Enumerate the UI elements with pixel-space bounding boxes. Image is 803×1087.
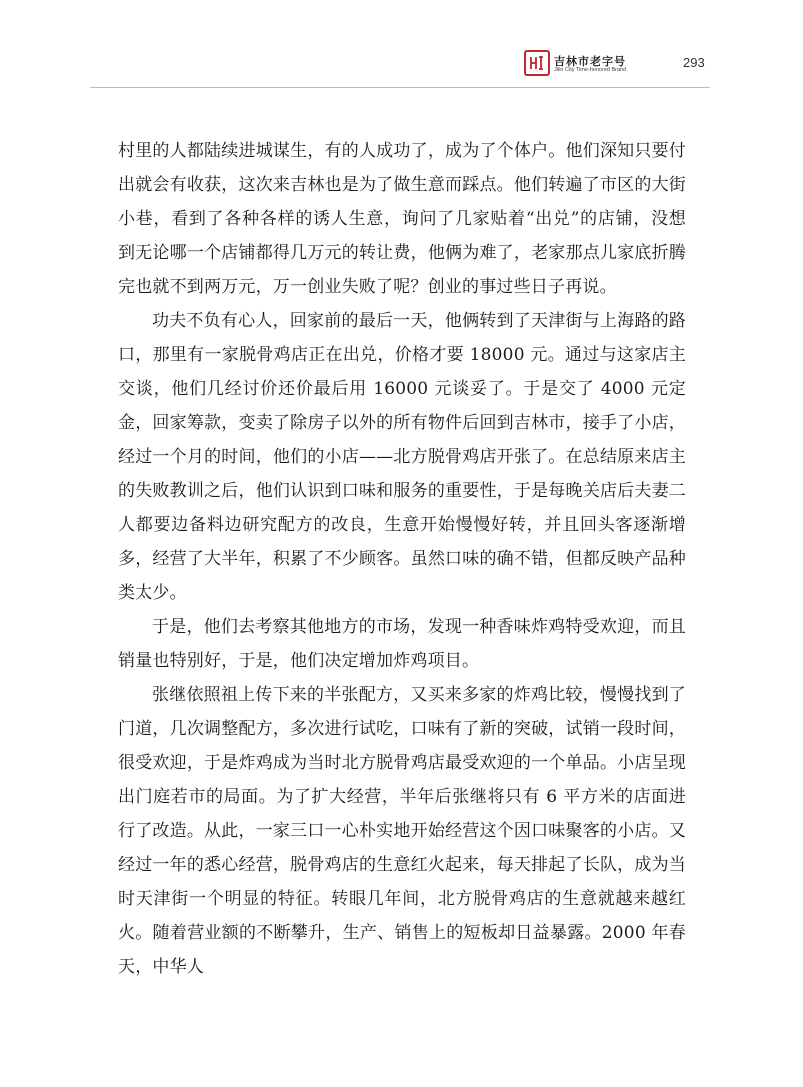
- paragraph: 于是，他们去考察其他地方的市场，发现一种香味炸鸡特受欢迎，而且销量也特别好，于是，他们决定增加炸鸡项目。: [118, 617, 686, 671]
- body-text: [118, 134, 686, 984]
- paragraph: 张继依照祖上传下来的半张配方，又买来多家的炸鸡比较，慢慢找到了门道，几次调整配方，多次进行试吃，口味有了新的突破，试销一段时间，很受欢迎，于是炸鸡成为当时北方脱骨鸡店最受欢迎的一个单品。小店呈现出门庭若市的局面。为了扩大经营，半年后张继将只有 6 平方米的店面进行了改造。从此，一家三口一心朴实地开始经营这个因口味聚客的小店。又经过一年的悉心经营，脱骨鸡店的生意红火起来，每天排起了长队，成为当时天津街一个明显的特征。转眼几年间，北方脱骨鸡店的生意就越来越红火。随着营业额的不断攀升，生产、销售上的短板却日益暴露。2000 年春天，中华人: [118, 685, 686, 977]
- header-divider: [90, 87, 710, 88]
- page-number: 293: [683, 55, 705, 70]
- brand-seal-icon: [524, 50, 550, 76]
- brand-title-en: Jilin City Time-honored Brand: [554, 67, 627, 73]
- brand-title-cn: 吉林市老字号: [554, 55, 626, 68]
- paragraph: 功夫不负有心人，回家前的最后一天，他俩转到了天津街与上海路的路口，那里有一家脱骨鸡店正在出兑，价格才要 18000 元。通过与这家店主交谈，他们几经讨价还价最后用 16000 元谈妥了。于是交了 4000 元定金，回家筹款，变卖了除房子以外的所有物件后回到吉林市，接手了小店，经过一个月的时间，他们的小店——北方脱骨鸡店开张了。在总结原来店主的失败教训之后，他们认识到口味和服务的重要性，于是每晚关店后夫妻二人都要边备料边研究配方的改良，生意开始慢慢好转，并且回头客逐渐增多，经营了大半年，积累了不少顾客。虽然口味的确不错，但都反映产品种类太少。: [118, 311, 686, 603]
- paragraph-continued: 村里的人都陆续进城谋生，有的人成功了，成为了个体户。他们深知只要付出就会有收获，这次来吉林也是为了做生意而踩点。他们转遍了市区的大街小巷，看到了各种各样的诱人生意，询问了几家贴着“出兑”的店铺，没想到无论哪一个店铺都得几万元的转让费，他俩为难了，老家那点儿家底折腾完也就不到两万元，万一创业失败了呢？创业的事过些日子再说。: [118, 141, 686, 297]
